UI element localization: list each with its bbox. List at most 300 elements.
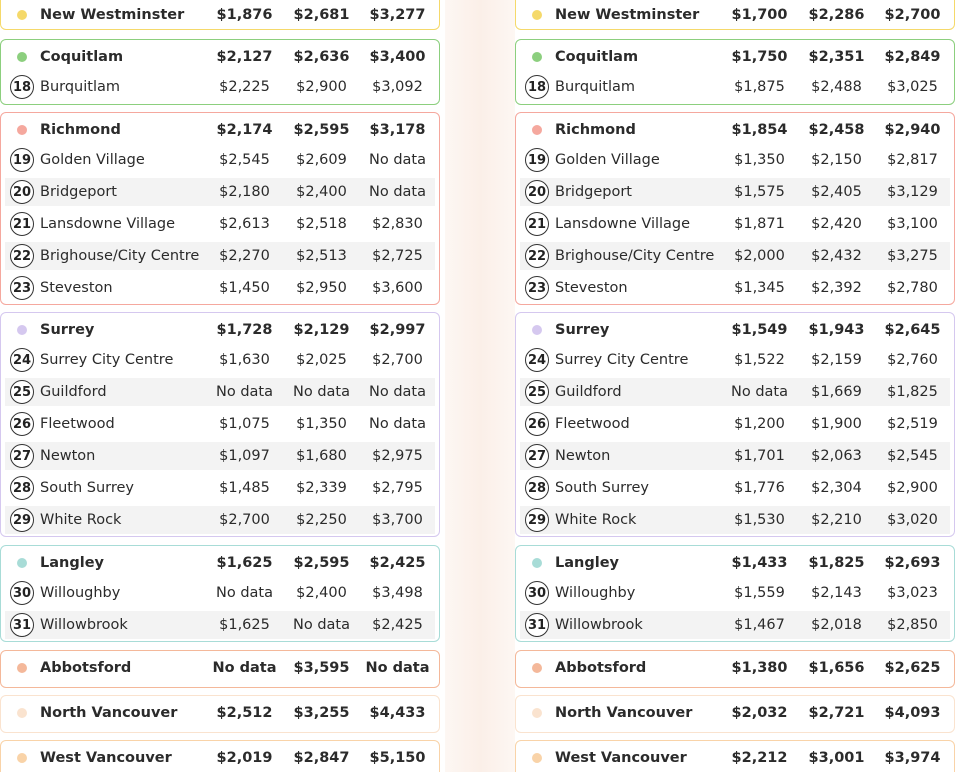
region-group-abbotsford — [0, 650, 440, 688]
row-marker — [522, 508, 552, 532]
rent-value-1: $2,019 — [216, 750, 273, 766]
region-name: Langley — [555, 555, 619, 571]
row-marker — [7, 244, 37, 268]
neighbourhood-row — [520, 146, 950, 174]
neighbourhood-row — [520, 442, 950, 470]
neighbourhood-row — [520, 410, 950, 438]
region-header-row — [520, 549, 950, 577]
rent-value-2: $2,405 — [811, 184, 862, 200]
region-name: Richmond — [40, 122, 121, 138]
rent-value-3: $3,100 — [887, 216, 938, 232]
neighbourhood-row — [5, 506, 435, 534]
region-header-row — [5, 316, 435, 344]
rent-value-2: $2,063 — [811, 448, 862, 464]
region-group-west-vancouver — [0, 740, 440, 772]
row-marker — [7, 444, 37, 468]
neighbourhood-name: Lansdowne Village — [40, 216, 176, 232]
neighbourhood-number-badge: 19 — [525, 148, 549, 172]
region-group-langley — [0, 545, 440, 642]
neighbourhood-row — [5, 579, 435, 607]
region-group-surrey — [0, 312, 440, 537]
neighbourhood-number-badge: 26 — [525, 412, 549, 436]
region-header-row — [520, 116, 950, 144]
region-dot-icon — [532, 708, 542, 718]
rent-value-2: $2,304 — [811, 480, 862, 496]
rent-value-3: $5,150 — [369, 750, 426, 766]
neighbourhood-name: Willoughby — [555, 585, 636, 601]
rent-value-1: $2,270 — [219, 248, 270, 264]
rent-value-2: $2,513 — [296, 248, 347, 264]
neighbourhood-name: Golden Village — [40, 152, 145, 168]
neighbourhood-row — [5, 73, 435, 101]
rent-value-3: $3,129 — [887, 184, 938, 200]
region-dot-icon — [17, 10, 27, 20]
neighbourhood-row — [5, 611, 435, 639]
neighbourhood-row — [5, 346, 435, 374]
rent-value-3: No data — [369, 152, 426, 168]
neighbourhood-number-badge: 20 — [525, 180, 549, 204]
row-marker — [522, 125, 552, 135]
region-dot-icon — [532, 325, 542, 335]
rent-value-2: $2,432 — [811, 248, 862, 264]
region-dot-icon — [17, 753, 27, 763]
rent-value-2: $1,656 — [808, 660, 865, 676]
region-group-richmond — [515, 112, 955, 305]
region-name: Coquitlam — [40, 49, 124, 65]
row-marker — [7, 558, 37, 568]
row-marker — [522, 708, 552, 718]
region-header-row — [5, 43, 435, 71]
rent-value-2: $3,255 — [293, 705, 350, 721]
rent-value-2: No data — [293, 617, 350, 633]
region-header-row — [5, 1, 435, 29]
rent-value-3: $2,425 — [372, 617, 423, 633]
neighbourhood-name: Surrey City Centre — [40, 352, 174, 368]
neighbourhood-number-badge: 24 — [525, 348, 549, 372]
neighbourhood-name: Brighouse/City Centre — [40, 248, 200, 264]
row-marker — [7, 276, 37, 300]
region-header-row — [5, 744, 435, 772]
region-group-abbotsford — [515, 650, 955, 688]
neighbourhood-number-badge: 22 — [10, 244, 34, 268]
region-name: Abbotsford — [40, 660, 132, 676]
rent-value-1: No data — [212, 660, 277, 676]
neighbourhood-number-badge: 31 — [10, 613, 34, 637]
row-marker — [7, 412, 37, 436]
rent-value-1: $1,485 — [219, 480, 270, 496]
rent-value-2: $1,825 — [808, 555, 865, 571]
rent-value-1: $1,625 — [216, 555, 273, 571]
rent-value-1: $1,200 — [734, 416, 785, 432]
neighbourhood-number-badge: 18 — [10, 75, 34, 99]
rent-value-2: $2,339 — [296, 480, 347, 496]
row-marker — [7, 148, 37, 172]
row-marker — [522, 476, 552, 500]
neighbourhood-number-badge: 21 — [10, 212, 34, 236]
rent-value-3: $2,725 — [372, 248, 423, 264]
rent-value-2: $2,351 — [808, 49, 865, 65]
neighbourhood-name: South Surrey — [40, 480, 134, 496]
rent-value-1: $1,530 — [734, 512, 785, 528]
region-header-row — [5, 116, 435, 144]
neighbourhood-name: Willowbrook — [555, 617, 643, 633]
neighbourhood-row — [5, 378, 435, 406]
rent-value-3: $4,093 — [884, 705, 941, 721]
rent-value-2: $1,900 — [811, 416, 862, 432]
rent-value-3: $3,025 — [887, 79, 938, 95]
neighbourhood-name: Brighouse/City Centre — [555, 248, 715, 264]
row-marker — [7, 180, 37, 204]
rent-value-1: $2,512 — [216, 705, 273, 721]
region-name: Surrey — [555, 322, 610, 338]
rent-value-3: $2,830 — [372, 216, 423, 232]
neighbourhood-row — [520, 73, 950, 101]
rent-value-2: $2,847 — [293, 750, 350, 766]
rent-value-3: $2,850 — [887, 617, 938, 633]
rent-value-2: $2,900 — [296, 79, 347, 95]
row-marker — [7, 508, 37, 532]
neighbourhood-row — [520, 611, 950, 639]
region-dot-icon — [17, 125, 27, 135]
rent-value-1: $1,701 — [734, 448, 785, 464]
rent-value-3: $2,700 — [372, 352, 423, 368]
region-group-new-westminster — [0, 0, 440, 30]
neighbourhood-name: Lansdowne Village — [555, 216, 691, 232]
rent-value-3: $3,092 — [372, 79, 423, 95]
region-dot-icon — [532, 663, 542, 673]
rent-value-1: $1,750 — [731, 49, 788, 65]
region-name: Coquitlam — [555, 49, 639, 65]
neighbourhood-row — [5, 146, 435, 174]
neighbourhood-row — [520, 506, 950, 534]
neighbourhood-row — [520, 378, 950, 406]
rent-value-2: $2,250 — [296, 512, 347, 528]
rent-value-2: $2,458 — [808, 122, 865, 138]
rent-value-3: $2,700 — [884, 7, 941, 23]
rent-value-2: $2,636 — [293, 49, 350, 65]
rent-value-1: $1,380 — [731, 660, 788, 676]
neighbourhood-row — [5, 178, 435, 206]
rent-value-3: $3,178 — [369, 122, 426, 138]
region-group-north-vancouver — [515, 695, 955, 733]
row-marker — [522, 244, 552, 268]
rent-value-1: No data — [216, 384, 273, 400]
neighbourhood-name: Guildford — [40, 384, 107, 400]
neighbourhood-name: White Rock — [555, 512, 637, 528]
row-marker — [7, 663, 37, 673]
rent-value-2: $3,001 — [808, 750, 865, 766]
rent-value-3: $3,498 — [372, 585, 423, 601]
row-marker — [522, 613, 552, 637]
rent-value-2: $1,943 — [808, 322, 865, 338]
rent-value-3: $2,940 — [884, 122, 941, 138]
row-marker — [7, 613, 37, 637]
rent-value-1: $1,433 — [731, 555, 788, 571]
neighbourhood-number-badge: 19 — [10, 148, 34, 172]
rent-value-3: $3,023 — [887, 585, 938, 601]
row-marker — [522, 212, 552, 236]
rent-value-1: $2,174 — [216, 122, 273, 138]
neighbourhood-name: Willowbrook — [40, 617, 128, 633]
rent-value-3: $2,693 — [884, 555, 941, 571]
neighbourhood-name: Willoughby — [40, 585, 121, 601]
rent-value-1: $1,776 — [734, 480, 785, 496]
row-marker — [522, 444, 552, 468]
region-header-row — [520, 1, 950, 29]
rent-value-1: $1,350 — [734, 152, 785, 168]
neighbourhood-number-badge: 27 — [10, 444, 34, 468]
region-header-row — [520, 43, 950, 71]
neighbourhood-number-badge: 23 — [525, 276, 549, 300]
region-group-richmond — [0, 112, 440, 305]
region-name: Langley — [40, 555, 104, 571]
neighbourhood-row — [5, 410, 435, 438]
region-dot-icon — [532, 558, 542, 568]
rent-value-2: $2,681 — [293, 7, 350, 23]
rent-value-2: $2,488 — [811, 79, 862, 95]
neighbourhood-row — [520, 474, 950, 502]
neighbourhood-number-badge: 25 — [525, 380, 549, 404]
rent-value-1: $1,345 — [734, 280, 785, 296]
neighbourhood-name: Burquitlam — [40, 79, 120, 95]
rent-value-2: $2,210 — [811, 512, 862, 528]
region-group-surrey — [515, 312, 955, 537]
neighbourhood-name: South Surrey — [555, 480, 649, 496]
row-marker — [7, 708, 37, 718]
rent-value-1: $1,450 — [219, 280, 270, 296]
rent-value-2: $2,286 — [808, 7, 865, 23]
row-marker — [522, 148, 552, 172]
row-marker — [522, 180, 552, 204]
rent-value-3: $2,997 — [369, 322, 426, 338]
row-marker — [7, 10, 37, 20]
rent-value-3: No data — [369, 416, 426, 432]
neighbourhood-name: White Rock — [40, 512, 122, 528]
neighbourhood-number-badge: 28 — [10, 476, 34, 500]
neighbourhood-row — [5, 474, 435, 502]
neighbourhood-number-badge: 18 — [525, 75, 549, 99]
region-name: North Vancouver — [40, 705, 178, 721]
rent-value-3: $2,519 — [887, 416, 938, 432]
rent-value-1: $2,212 — [731, 750, 788, 766]
neighbourhood-name: Surrey City Centre — [555, 352, 689, 368]
region-header-row — [5, 654, 435, 682]
rent-value-1: $1,871 — [734, 216, 785, 232]
neighbourhood-name: Newton — [40, 448, 96, 464]
rent-value-1: $1,625 — [219, 617, 270, 633]
rent-value-1: $1,522 — [734, 352, 785, 368]
rent-value-2: $2,159 — [811, 352, 862, 368]
neighbourhood-number-badge: 23 — [10, 276, 34, 300]
neighbourhood-name: Fleetwood — [40, 416, 115, 432]
row-marker — [7, 380, 37, 404]
rent-value-1: $2,000 — [734, 248, 785, 264]
rent-value-3: $3,700 — [372, 512, 423, 528]
rent-value-1: $1,097 — [219, 448, 270, 464]
rent-value-2: $2,950 — [296, 280, 347, 296]
rent-value-1: $1,728 — [216, 322, 273, 338]
region-name: West Vancouver — [555, 750, 687, 766]
rent-value-2: $2,420 — [811, 216, 862, 232]
region-dot-icon — [17, 558, 27, 568]
region-dot-icon — [532, 10, 542, 20]
rent-value-3: $2,645 — [884, 322, 941, 338]
neighbourhood-number-badge: 29 — [10, 508, 34, 532]
region-name: North Vancouver — [555, 705, 693, 721]
row-marker — [522, 558, 552, 568]
rent-value-3: $2,780 — [887, 280, 938, 296]
neighbourhood-name: Bridgeport — [40, 184, 117, 200]
neighbourhood-row — [520, 274, 950, 302]
rent-value-2: $2,018 — [811, 617, 862, 633]
region-name: New Westminster — [555, 7, 700, 23]
region-dot-icon — [17, 52, 27, 62]
rent-value-1: $2,127 — [216, 49, 273, 65]
row-marker — [522, 581, 552, 605]
rent-value-1: $1,630 — [219, 352, 270, 368]
rent-value-2: $1,350 — [296, 416, 347, 432]
rent-value-2: No data — [293, 384, 350, 400]
row-marker — [7, 75, 37, 99]
neighbourhood-number-badge: 29 — [525, 508, 549, 532]
region-name: New Westminster — [40, 7, 185, 23]
rent-value-3: $4,433 — [369, 705, 426, 721]
region-header-row — [520, 699, 950, 727]
rent-value-2: $2,392 — [811, 280, 862, 296]
neighbourhood-number-badge: 30 — [10, 581, 34, 605]
rent-value-3: $3,277 — [369, 7, 426, 23]
region-header-row — [520, 744, 950, 772]
rent-value-3: No data — [369, 184, 426, 200]
neighbourhood-row — [520, 579, 950, 607]
region-header-row — [520, 316, 950, 344]
row-marker — [7, 212, 37, 236]
rent-value-3: $3,974 — [884, 750, 941, 766]
row-marker — [7, 52, 37, 62]
rent-value-3: $2,975 — [372, 448, 423, 464]
neighbourhood-name: Burquitlam — [555, 79, 635, 95]
neighbourhood-number-badge: 24 — [10, 348, 34, 372]
rent-value-3: $2,817 — [887, 152, 938, 168]
neighbourhood-name: Golden Village — [555, 152, 660, 168]
rent-value-3: $2,795 — [372, 480, 423, 496]
rent-value-2: $2,400 — [296, 184, 347, 200]
rent-value-2: $2,129 — [293, 322, 350, 338]
neighbourhood-name: Bridgeport — [555, 184, 632, 200]
neighbourhood-number-badge: 30 — [525, 581, 549, 605]
rent-value-3: No data — [365, 660, 430, 676]
rent-value-1: $1,575 — [734, 184, 785, 200]
region-header-row — [5, 699, 435, 727]
rent-value-3: No data — [369, 384, 426, 400]
rent-value-3: $2,849 — [884, 49, 941, 65]
region-group-coquitlam — [0, 39, 440, 105]
row-marker — [7, 125, 37, 135]
rent-value-1: $1,549 — [731, 322, 788, 338]
rent-value-3: $2,760 — [887, 352, 938, 368]
neighbourhood-row — [520, 210, 950, 238]
rent-value-2: $3,595 — [293, 660, 350, 676]
row-marker — [522, 753, 552, 763]
neighbourhood-number-badge: 25 — [10, 380, 34, 404]
row-marker — [522, 380, 552, 404]
rent-value-1: $2,700 — [219, 512, 270, 528]
rent-value-2: $1,680 — [296, 448, 347, 464]
rent-value-3: $3,600 — [372, 280, 423, 296]
neighbourhood-row — [5, 442, 435, 470]
region-group-north-vancouver — [0, 695, 440, 733]
row-marker — [522, 52, 552, 62]
region-name: Surrey — [40, 322, 95, 338]
column-divider — [445, 0, 515, 772]
rent-value-1: $2,225 — [219, 79, 270, 95]
region-header-row — [5, 549, 435, 577]
rent-value-2: $2,518 — [296, 216, 347, 232]
rent-value-3: $1,825 — [887, 384, 938, 400]
region-dot-icon — [17, 708, 27, 718]
rent-value-3: $2,900 — [887, 480, 938, 496]
neighbourhood-name: Fleetwood — [555, 416, 630, 432]
rent-value-3: $3,275 — [887, 248, 938, 264]
neighbourhood-number-badge: 26 — [10, 412, 34, 436]
region-dot-icon — [17, 325, 27, 335]
rent-value-1: $1,700 — [731, 7, 788, 23]
rent-value-1: $2,545 — [219, 152, 270, 168]
row-marker — [522, 75, 552, 99]
neighbourhood-name: Newton — [555, 448, 611, 464]
row-marker — [7, 325, 37, 335]
rent-value-3: $2,545 — [887, 448, 938, 464]
region-group-langley — [515, 545, 955, 642]
rent-value-1: $1,075 — [219, 416, 270, 432]
rent-value-2: $1,669 — [811, 384, 862, 400]
rent-value-1: $2,613 — [219, 216, 270, 232]
neighbourhood-row — [5, 210, 435, 238]
rent-value-1: $1,854 — [731, 122, 788, 138]
rent-value-1: No data — [731, 384, 788, 400]
neighbourhood-number-badge: 27 — [525, 444, 549, 468]
region-name: West Vancouver — [40, 750, 172, 766]
region-header-row — [520, 654, 950, 682]
region-dot-icon — [532, 125, 542, 135]
rent-value-2: $2,609 — [296, 152, 347, 168]
rent-value-3: $2,425 — [369, 555, 426, 571]
rent-value-2: $2,143 — [811, 585, 862, 601]
row-marker — [522, 663, 552, 673]
rent-value-1: $2,032 — [731, 705, 788, 721]
neighbourhood-name: Guildford — [555, 384, 622, 400]
row-marker — [522, 276, 552, 300]
rent-value-2: $2,400 — [296, 585, 347, 601]
rent-value-2: $2,025 — [296, 352, 347, 368]
row-marker — [7, 348, 37, 372]
row-marker — [7, 476, 37, 500]
row-marker — [522, 325, 552, 335]
neighbourhood-row — [520, 178, 950, 206]
rent-value-2: $2,721 — [808, 705, 865, 721]
row-marker — [7, 753, 37, 763]
rent-value-3: $3,020 — [887, 512, 938, 528]
rent-value-1: $1,467 — [734, 617, 785, 633]
rent-value-2: $2,595 — [293, 555, 350, 571]
region-dot-icon — [532, 52, 542, 62]
rent-value-1: $1,875 — [734, 79, 785, 95]
rent-value-1: No data — [216, 585, 273, 601]
region-dot-icon — [532, 753, 542, 763]
region-dot-icon — [17, 663, 27, 673]
neighbourhood-number-badge: 28 — [525, 476, 549, 500]
region-group-new-westminster — [515, 0, 955, 30]
